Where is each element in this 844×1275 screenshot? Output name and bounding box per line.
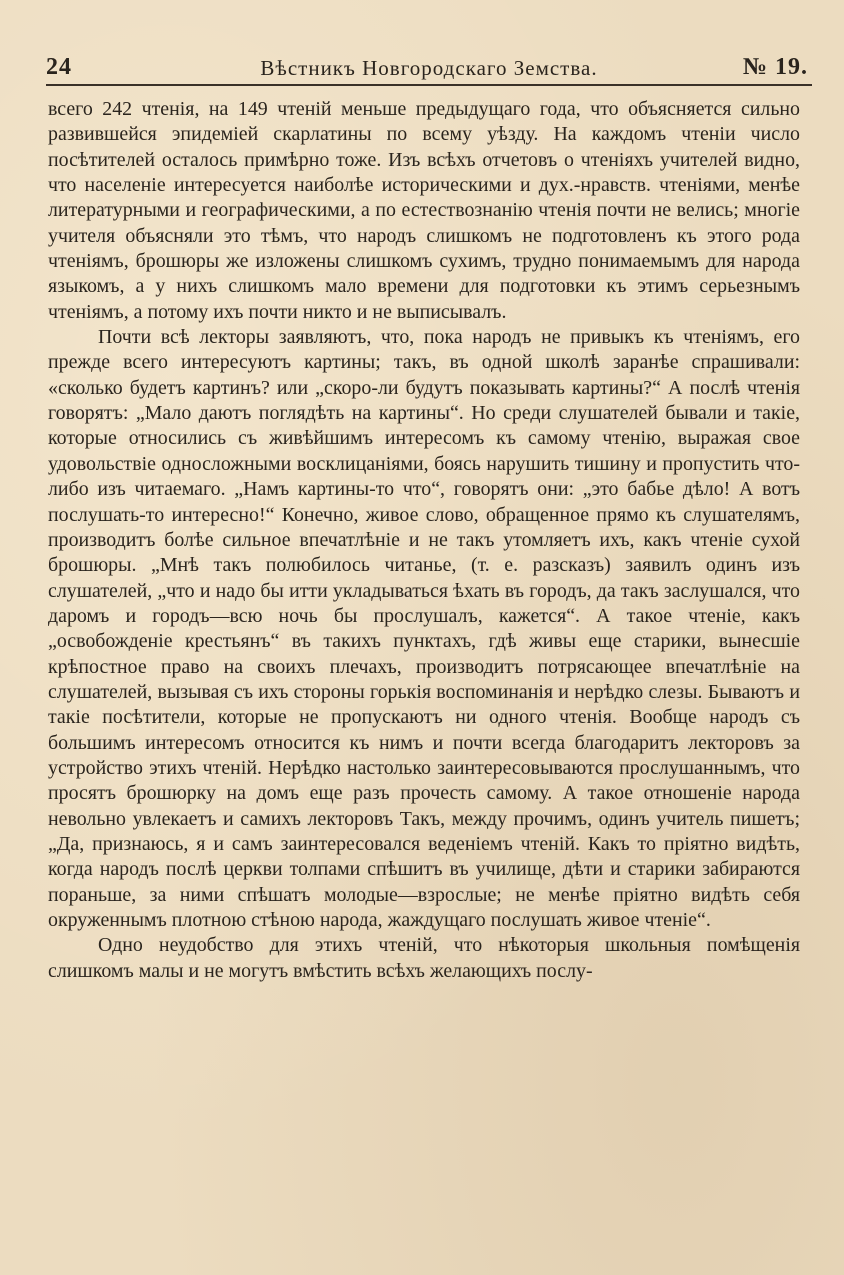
page-number: 24: [46, 54, 72, 80]
issue-number: № 19.: [742, 54, 808, 80]
body-text: [48, 97, 800, 984]
paragraph-inconvenience: Одно неудобство для этихъ чтеній, что нѣкоторыя школьныя помѣщенія слишкомъ малы и не могутъ вмѣстить всѣхъ желающихъ послу-: [48, 934, 800, 982]
header-rule: [46, 84, 812, 86]
page-header: [46, 54, 812, 82]
paragraph-continued: всего 242 чтенія, на 149 чтеній меньше предыдущаго года, что объясняется сильно развившейся эпидеміей скарлатины по всему уѣзду. На каждомъ чтеніи число посѣтителей осталось примѣрно тоже. Изъ всѣхъ отчетовъ о чтеніяхъ учителей видно, что населеніе интересуется наиболѣе историческими и дух.-нравств. чтеніями, менѣе литературными и географическими, а по естествознанію чтенія почти не велись; многіе учителя объясняли это тѣмъ, что народъ слишкомъ не подготовленъ къ этого рода чтеніямъ, брошюры же изложены слишкомъ сухимъ, трудно понимаемымъ для народа языкомъ, а у нихъ слишкомъ мало времени для подготовки къ этимъ серьезнымъ чтеніямъ, а потому ихъ почти никто и не выписывалъ.: [48, 98, 800, 323]
running-title: Вѣстникъ Новгородскаго Земства.: [260, 56, 598, 80]
paragraph-lectors: Почти всѣ лекторы заявляютъ, что, пока народъ не привыкъ къ чтеніямъ, его прежде всего интересуютъ картины; такъ, въ одной школѣ заранѣе спрашивали: «сколько будетъ картинъ? или „скоро-ли будутъ показывать картины?“ А послѣ чтенія говорятъ: „Мало даютъ поглядѣть на картины“. Но среди слушателей бывали и такіе, которые относились съ живѣйшимъ интересомъ къ самому чтенію, выражая свое удовольствіе односложными восклицаніями, боясь нарушить тишину и пропустить что-либо изъ читаемаго. „Намъ картины-то что“, говорятъ они: „это бабье дѣло! А вотъ послушать-то интересно!“ Конечно, живое слово, обращенное прямо къ слушателямъ, производитъ болѣе сильное впечатлѣніе и не такъ утомляетъ ихъ, какъ чтеніе сухой брошюры. „Мнѣ такъ полюбилось читанье, (т. е. разсказъ) заявилъ одинъ изъ слушателей, „что и надо бы итти укладываться ѣхать въ городъ, да такъ заслушался, что даромъ и городъ—всю ночь бы прослушалъ, кажется“. А такое чтеніе, какъ „освобожденіе крестьянъ“ въ такихъ пунктахъ, гдѣ живы еще старики, вынесшіе крѣпостное право на своихъ плечахъ, производитъ потрясающее впечатлѣніе на слушателей, вызывая съ ихъ стороны горькія воспоминанія и нерѣдко слезы. Бываютъ и такіе посѣтители, которые не пропускаютъ ни одного чтенія. Вообще народъ съ большимъ интересомъ относится къ нимъ и почти всегда благодаритъ лекторовъ за устройство этихъ чтеній. Нерѣдко настолько заинтересовываются прослушаннымъ, что просятъ брошюрку на домъ еще разъ прочесть самому. А такое отношеніе народа невольно увлекаетъ и самихъ лекторовъ Такъ, между прочимъ, одинъ учитель пишетъ; „Да, признаюсь, я и самъ заинтересовался веденіемъ чтеній. Какъ то пріятно видѣть, когда народъ послѣ церкви толпами спѣшитъ въ училище, дѣти и старики забираются пораньше, за ними спѣшатъ молодые—взрослые; не менѣе пріятно видѣть себя окруженнымъ плотною стѣною народа, жаждущаго послушать живое чтеніе“.: [48, 326, 800, 931]
